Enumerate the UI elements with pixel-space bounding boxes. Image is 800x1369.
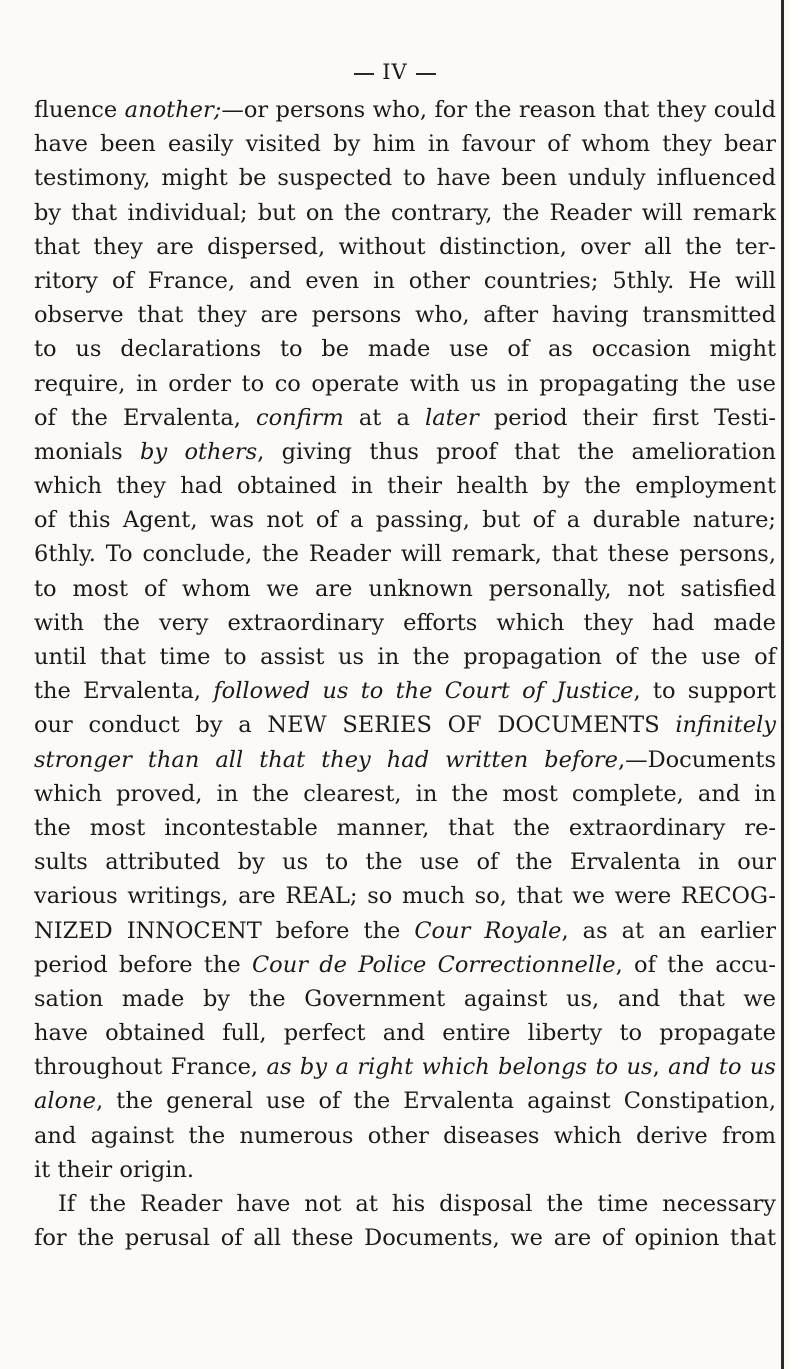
- text-line: [34, 743, 776, 777]
- text-run: ritory of France, and even in other countries; 5thly. He will: [34, 267, 776, 294]
- text-line: [34, 196, 776, 230]
- italic-text: alone: [34, 1088, 96, 1115]
- italic-text: infinitely: [675, 712, 776, 739]
- italic-text: later: [425, 404, 479, 431]
- text-line: [34, 537, 776, 571]
- text-run: testimony, might be suspected to have been unduly influenced: [34, 165, 776, 192]
- text-line: [34, 1119, 776, 1153]
- text-run: of the Ervalenta,: [34, 404, 257, 431]
- text-line: [34, 367, 776, 401]
- text-line: [34, 606, 776, 640]
- body-text: [34, 93, 776, 1255]
- text-run: it their origin.: [34, 1156, 195, 1183]
- text-line: [34, 1187, 776, 1221]
- header-dash-right: [416, 73, 436, 75]
- page-number: IV: [382, 60, 408, 84]
- paragraph: [34, 93, 776, 1187]
- text-run: which they had obtained in their health by the employment: [34, 473, 776, 500]
- text-line: [34, 674, 776, 708]
- text-line: [34, 1050, 776, 1084]
- italic-text: Cour de Police Correctionnelle: [251, 951, 616, 978]
- text-line: [34, 777, 776, 811]
- text-line: [34, 845, 776, 879]
- text-run: with the very extraordinary efforts which they had made: [34, 609, 776, 636]
- text-run: throughout France,: [34, 1054, 267, 1081]
- text-run: , the general use of the Ervalenta against Constipation,: [95, 1088, 776, 1115]
- text-line: [34, 161, 776, 195]
- italic-text: confirm: [256, 404, 344, 431]
- text-line: [34, 1153, 776, 1187]
- text-run: which proved, in the clearest, in the most complete, and in: [34, 780, 776, 807]
- text-line: [34, 572, 776, 606]
- italic-text: as by a right which belongs to us: [266, 1054, 653, 1081]
- italic-text: stronger than all that they had written before: [34, 746, 618, 773]
- text-line: [34, 879, 776, 913]
- text-run: require, in order to co operate with us in propagating the use: [34, 370, 776, 397]
- text-run: period before the: [34, 951, 252, 978]
- text-run: , as at an earlier: [561, 917, 776, 944]
- text-run: have obtained full, perfect and entire liberty to propagate: [34, 1020, 776, 1047]
- text-line: [34, 93, 776, 127]
- text-run: of this Agent, was not of a passing, but of a durable nature;: [34, 507, 776, 534]
- text-line: [34, 914, 776, 948]
- text-run: have been easily visited by him in favour of whom they bear: [34, 131, 776, 158]
- text-run: the Ervalenta,: [34, 678, 214, 705]
- text-run: at a: [343, 404, 426, 431]
- page-edge-border: [781, 0, 784, 1369]
- text-run: period their first Testi-: [478, 404, 776, 431]
- text-run: monials: [34, 438, 141, 465]
- text-run: fluence: [34, 97, 125, 123]
- paragraph: [34, 1187, 776, 1255]
- text-run: observe that they are persons who, after having transmitted: [34, 302, 776, 329]
- text-line: [34, 1016, 776, 1050]
- text-line: [34, 332, 776, 366]
- text-run: for the perusal of all these Documents, we are of opinion that: [34, 1225, 776, 1252]
- text-line: [34, 708, 776, 742]
- text-line: [34, 127, 776, 161]
- text-line: [34, 640, 776, 674]
- text-run: , to support: [633, 678, 776, 705]
- text-line: [34, 1221, 776, 1255]
- text-line: [34, 982, 776, 1016]
- text-line: [34, 435, 776, 469]
- text-run: sation made by the Government against us, and that we: [34, 985, 776, 1012]
- text-line: [34, 1084, 776, 1118]
- text-run: to most of whom we are unknown personally, not satisfied: [34, 575, 776, 602]
- text-run: to us declarations to be made use of as occasion might: [34, 336, 776, 363]
- text-run: various writings, are REAL; so much so, that we were RECOG-: [34, 883, 776, 910]
- text-run: that they are dispersed, without distinction, over all the ter-: [34, 233, 776, 260]
- text-run: NIZED INNOCENT before the: [34, 917, 415, 944]
- text-line: [34, 298, 776, 332]
- text-line: [34, 811, 776, 845]
- text-line: [34, 503, 776, 537]
- text-run: , of the accu-: [615, 951, 777, 978]
- text-run: the most incontestable manner, that the extraordinary re-: [34, 814, 776, 841]
- text-line: [34, 948, 776, 982]
- italic-text: and to us: [668, 1054, 776, 1081]
- text-line: [34, 401, 776, 435]
- text-line: [34, 469, 776, 503]
- text-run: ,: [652, 1054, 669, 1081]
- text-run: sults attributed by us to the use of the Ervalenta in our: [34, 849, 776, 876]
- text-line: [34, 230, 776, 264]
- text-run: ,—Documents: [617, 746, 776, 773]
- italic-text: by others: [140, 438, 258, 465]
- text-run: until that time to assist us in the propagation of the use of: [34, 644, 776, 670]
- text-run: our conduct by a NEW SERIES OF DOCUMENTS: [34, 712, 676, 739]
- page-header: [0, 60, 790, 84]
- text-run: —or persons who, for the reason that they could: [221, 97, 777, 123]
- header-dash-left: [354, 73, 374, 75]
- text-run: If the Reader have not at his disposal the time necessary: [58, 1191, 776, 1217]
- italic-text: Cour Royale: [414, 917, 562, 944]
- italic-text: another;: [124, 97, 222, 123]
- text-run: 6thly. To conclude, the Reader will remark, that these persons,: [34, 541, 776, 568]
- text-run: and against the numerous other diseases which derive from: [34, 1122, 776, 1149]
- text-run: , giving thus proof that the amelioration: [257, 438, 776, 465]
- italic-text: followed us to the Court of Justice: [213, 678, 634, 705]
- text-line: [34, 264, 776, 298]
- text-run: by that individual; but on the contrary, the Reader will remark: [34, 199, 776, 226]
